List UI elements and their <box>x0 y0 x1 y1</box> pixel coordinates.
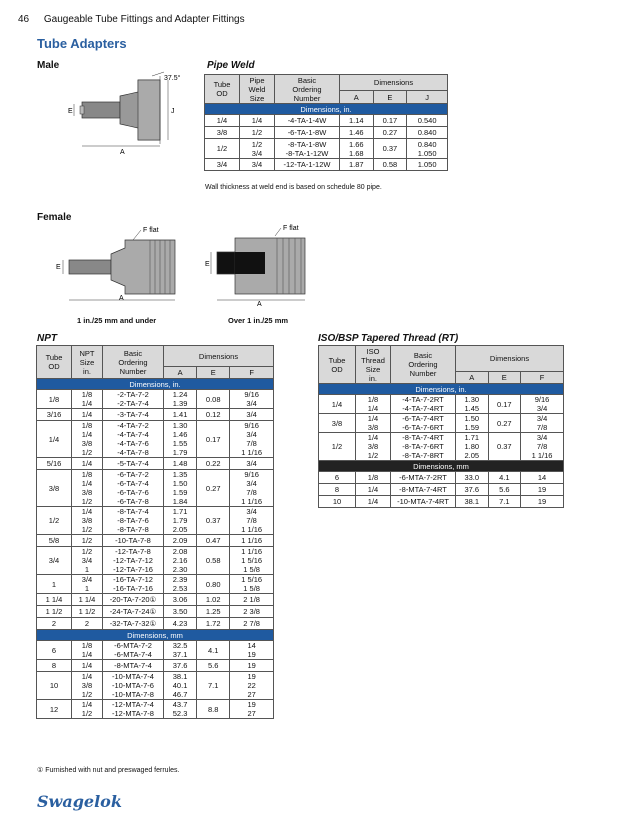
units-band: Dimensions, in. <box>37 379 274 390</box>
iso-table <box>318 345 564 508</box>
col-a: A <box>164 367 197 379</box>
col-j: J <box>407 91 448 104</box>
page-title: Tube Adapters <box>37 36 127 51</box>
table-row: 6 1/8 1/4 -6-MTA-7-2 -6-MTA-7-4 32.5 37.1 4.1 14 19 <box>37 641 274 660</box>
male-adapter-drawing <box>60 70 195 155</box>
e-dim-label: E <box>68 108 73 115</box>
col-e: E <box>197 367 230 379</box>
pipe-weld-table <box>204 74 448 171</box>
svg-text:F flat: F flat <box>283 225 299 232</box>
table-row: 1/4 1/8 1/4 -4-TA-7-2RT -4-TA-7-4RT 1.30 1.45 0.17 9/16 3/4 <box>319 395 564 414</box>
table-row: 6 1/8 -6-MTA-7-2RT 33.0 4.1 14 <box>319 472 564 484</box>
svg-text:E: E <box>56 264 61 271</box>
a-dim-label: A <box>120 149 125 155</box>
female-adapter-large-drawing <box>205 222 315 312</box>
female-caption-small: 1 in./25 mm and under <box>77 316 157 325</box>
col-pipe-weld-size: Pipe Weld Size <box>240 75 275 104</box>
col-tube-od: Tube OD <box>37 346 72 379</box>
col-a: A <box>340 91 374 104</box>
table-row: 12 1/4 1/2 -12-MTA-7-4 -12-MTA-7-8 43.7 52.3 8.8 19 27 <box>37 700 274 719</box>
col-npt-size: NPT Size in. <box>72 346 103 379</box>
female-heading: Female <box>37 212 72 223</box>
table-row: 3/8 1/2 -6-TA-1-8W 1.46 0.27 0.840 <box>205 127 448 139</box>
table-row: 8 1/4 -8-MTA-7-4RT 37.6 5.6 19 <box>319 484 564 496</box>
col-tube-od: Tube OD <box>319 346 356 384</box>
swagelok-logo: Swagelok <box>37 792 122 811</box>
table-row: 1/4 1/8 1/4 3/8 1/2 -4-TA-7-2 -4-TA-7-4 -4-TA-7-6 -4-TA-7-8 1.30 1.46 1.55 1.79 0.17 9/16 3/4 7/8 1 1/16 <box>37 421 274 458</box>
table-row: 3/8 1/8 1/4 3/8 1/2 -6-TA-7-2 -6-TA-7-4 -6-TA-7-6 -6-TA-7-8 1.35 1.50 1.59 1.84 0.27 9/16 3/4 7/8 1 1/16 <box>37 470 274 507</box>
svg-text:A: A <box>257 301 262 308</box>
table-row: 8 1/4 -8-MTA-7-4 37.6 5.6 19 <box>37 660 274 672</box>
section-title: Gaugeable Tube Fittings and Adapter Fittings <box>43 14 245 25</box>
col-thread-size: ISO Thread Size in. <box>356 346 391 384</box>
table-row: 5/8 1/2 -10-TA-7-8 2.09 0.47 1 1/16 <box>37 535 274 547</box>
units-band-mm: Dimensions, mm <box>37 630 274 641</box>
page-header <box>18 14 257 25</box>
col-dimensions: Dimensions <box>340 75 448 91</box>
col-a: A <box>456 372 489 384</box>
pipe-weld-heading: Pipe Weld <box>207 60 255 71</box>
table-row: 1 1/4 1 1/4 -20-TA-7-20① 3.06 1.02 2 1/8 <box>37 594 274 606</box>
svg-text:A: A <box>119 295 124 302</box>
male-heading: Male <box>37 60 60 71</box>
table-row: 3/16 1/4 -3-TA-7-4 1.41 0.12 3/4 <box>37 409 274 421</box>
table-row: 1/8 1/8 1/4 -2-TA-7-2 -2-TA-7-4 1.24 1.39 0.08 9/16 3/4 <box>37 390 274 409</box>
col-e: E <box>373 91 407 104</box>
table-row: 10 1/4 3/8 1/2 -10-MTA-7-4 -10-MTA-7-6 -10-MTA-7-8 38.1 40.1 46.7 7.1 19 22 27 <box>37 672 274 700</box>
angle-label: 37.5° <box>164 75 181 82</box>
table-row: 3/8 1/4 3/8 -6-TA-7-4RT -6-TA-7-6RT 1.50 1.59 0.27 3/4 7/8 <box>319 414 564 433</box>
table-row: 3/4 3/4 -12-TA-1-12W 1.87 0.58 1.050 <box>205 159 448 171</box>
page-number: 46 <box>18 14 30 25</box>
col-dimensions: Dimensions <box>456 346 564 372</box>
table-row: 1/2 1/4 3/8 1/2 -8-TA-7-4 -8-TA-7-6 -8-TA-7-8 1.71 1.79 2.05 0.37 3/4 7/8 1 1/16 <box>37 507 274 535</box>
col-f: F <box>230 367 274 379</box>
col-e: E <box>488 372 521 384</box>
npt-heading: NPT <box>37 333 57 344</box>
table-row: 1 3/4 1 -16-TA-7-12 -16-TA-7-16 2.39 2.53 0.80 1 5/16 1 5/8 <box>37 575 274 594</box>
npt-table <box>36 345 274 719</box>
col-tube-od: Tube OD <box>205 75 240 104</box>
units-band: Dimensions, in. <box>205 104 448 115</box>
table-row: 3/4 1/2 3/4 1 -12-TA-7-8 -12-TA-7-12 -12-TA-7-16 2.08 2.16 2.30 0.58 1 1/16 1 5/16 1 5/8 <box>37 547 274 575</box>
table-row: 5/16 1/4 -5-TA-7-4 1.48 0.22 3/4 <box>37 458 274 470</box>
table-row: 10 1/4 -10-MTA-7-4RT 38.1 7.1 19 <box>319 496 564 508</box>
table-row: 1/2 1/4 3/8 1/2 -8-TA-7-4RT -8-TA-7-6RT -8-TA-7-8RT 1.71 1.80 2.05 0.37 3/4 7/8 1 1/16 <box>319 433 564 461</box>
col-f: F <box>521 372 564 384</box>
table-row: 2 2 -32-TA-7-32① 4.23 1.72 2 7/8 <box>37 618 274 630</box>
units-band: Dimensions, in. <box>319 384 564 395</box>
iso-heading: ISO/BSP Tapered Thread (RT) <box>318 333 459 344</box>
table-row: 1/4 1/4 -4-TA-1-4W 1.14 0.17 0.540 <box>205 115 448 127</box>
col-ordering-number: Basic Ordering Number <box>275 75 340 104</box>
pipe-weld-note: Wall thickness at weld end is based on schedule 80 pipe. <box>205 184 382 191</box>
table-row: 1/2 1/2 3/4 -8-TA-1-8W -8-TA-1-12W 1.66 1.68 0.37 0.840 1.050 <box>205 139 448 159</box>
female-adapter-small-drawing <box>55 222 195 307</box>
col-ordering-number: Basic Ordering Number <box>391 346 456 384</box>
female-caption-large: Over 1 in./25 mm <box>228 316 289 325</box>
j-dim-label: J <box>171 108 175 115</box>
svg-text:E: E <box>205 261 210 268</box>
npt-footnote: ① Furnished with nut and preswaged ferrules. <box>37 767 180 774</box>
svg-text:F flat: F flat <box>143 227 159 234</box>
col-dimensions: Dimensions <box>164 346 274 367</box>
col-ordering-number: Basic Ordering Number <box>103 346 164 379</box>
table-row: 1 1/2 1 1/2 -24-TA-7-24① 3.50 1.25 2 3/8 <box>37 606 274 618</box>
units-band-mm: Dimensions, mm <box>319 461 564 472</box>
